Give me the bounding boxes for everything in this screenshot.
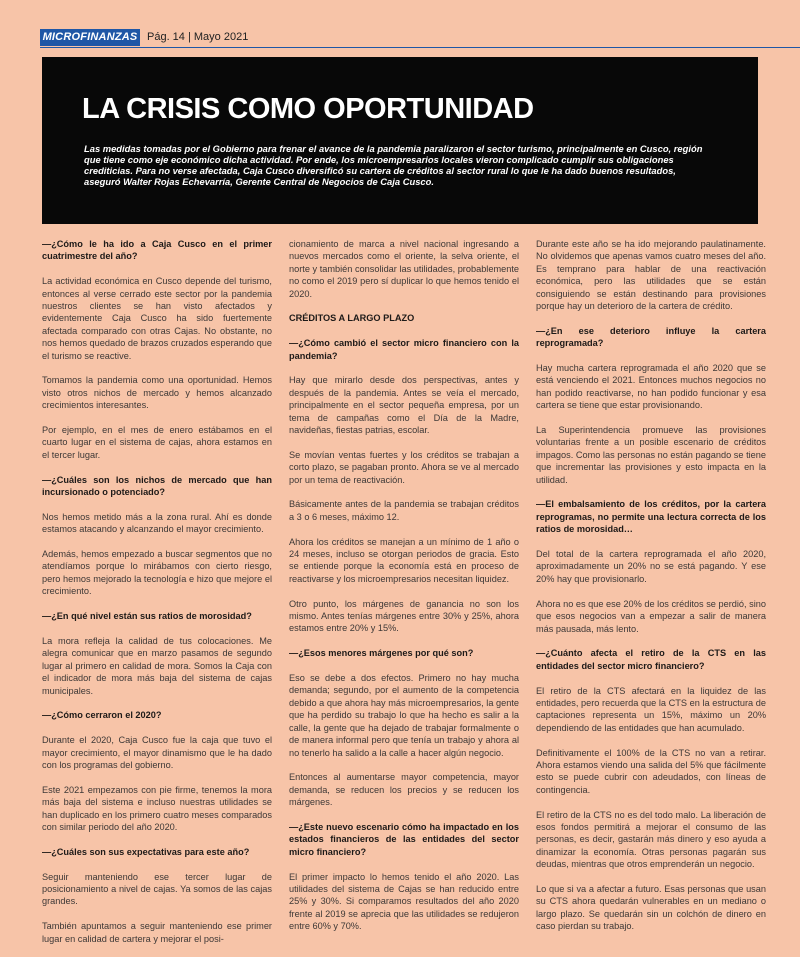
body-paragraph: Por ejemplo, en el mes de enero estábamos en el cuarto lugar en el sistema de cajas, ahora estamos en el tercer lugar. bbox=[42, 425, 272, 460]
body-paragraph: Lo que si va a afectar a futuro. Esas personas que usan su CTS ahora quedarán vulnerables en un mediano o largo plazo. Se quedarán sin un colchón de dinero en caso pierdan su trabajo. bbox=[536, 883, 766, 932]
body-paragraph: Se movían ventas fuertes y los créditos se trabajan a corto plazo, se pagaban pronto. Ahora se ve al mercado por un tema de reactivación. bbox=[289, 449, 519, 485]
body-paragraph: Seguir manteniendo ese tercer lugar de posicionamiento a nivel de cajas. Ya somos de las cajas grandes. bbox=[42, 871, 272, 907]
body-paragraph: La mora refleja la calidad de tus colocaciones. Me alegra comunicar que en marzo pasamos de segundo lugar al primero en calidad de mora. Somos la Caja con el indicador de mora más baja del sistema de cajas municipales. bbox=[42, 635, 272, 696]
body-paragraph: Definitivamente el 100% de la CTS no van a retirar. Ahora estamos viendo una salida del 5% que fácilmente esto se puede cubrir con adeudados, con líneas de contingencia. bbox=[536, 747, 766, 795]
hero-block bbox=[42, 57, 758, 224]
section-brand: MICROFINANZAS bbox=[40, 29, 140, 46]
page-info: Pág. 14 | Mayo 2021 bbox=[147, 31, 249, 43]
interview-question: —¿Esos menores márgenes por qué son? bbox=[289, 648, 474, 659]
body-paragraph: El retiro de la CTS no es del todo malo. La liberación de esos fondos permitirá a mejorar el consumo de las personas, es decir, gastarán más dinero y eso ayuda a dinamizar la economía. Otras personas pagarán sus deudas, mientras que otros emprenderán un negocio. bbox=[536, 809, 766, 870]
interview-question: —¿Cómo cerraron el 2020? bbox=[42, 710, 162, 721]
article-column-1 bbox=[42, 238, 272, 957]
interview-question: —¿Cómo le ha ido a Caja Cusco en el primer cuatrimestre del año? bbox=[42, 239, 272, 262]
body-paragraph: Además, hemos empezado a buscar segmentos que no atendíamos porque lo mirábamos con cierto riesgo, pero hemos mejorado la tecnología e hizo que mejore el crecimiento. bbox=[42, 549, 272, 597]
article-lead: Las medidas tomadas por el Gobierno para frenar el avance de la pandemia paralizaron el sector turismo, principalmente en Cusco, región que tiene como eje económico dicha actividad. Por ende, los microempresarios locales vieron complicado cumplir sus obligaciones crediticias. Para no verse afectada, Caja Cusco diversificó su cartera de créditos al sector rural lo que le ha dado buenos resultados, aseguró Walter Rojas Echevarría, Gerente Central de Negocios de Caja Cusco. bbox=[84, 143, 703, 187]
interview-question: —¿Cuánto afecta el retiro de la CTS en las entidades del sector micro financiero? bbox=[536, 648, 766, 671]
body-paragraph: Nos hemos metido más a la zona rural. Ahí es donde estamos atacando y alcanzando el mayor crecimiento. bbox=[42, 511, 272, 535]
interview-question: —¿En ese deterioro influye la cartera reprogramada? bbox=[536, 325, 766, 349]
interview-question: —¿Cómo cambió el sector micro financiero con la pandemia? bbox=[289, 338, 519, 361]
interview-question: —¿Este nuevo escenario cómo ha impactado en los estados financieros de las entidades del sector micro financiero? bbox=[289, 821, 519, 857]
body-paragraph: Básicamente antes de la pandemia se trabajan créditos a 3 o 6 meses, máximo 12. bbox=[289, 499, 519, 522]
body-paragraph: Ahora los créditos se manejan a un mínimo de 1 año o 24 meses, incluso se otorgan periodos de gracia. Esto se entiende porque la economía está en proceso de reactivarse y los microempresarios necesitan liquidez. bbox=[289, 536, 519, 584]
interview-question: —¿En qué nivel están sus ratios de morosidad? bbox=[42, 611, 252, 622]
body-paragraph: Otro punto, los márgenes de ganancia no son los mismo. Antes tenías márgenes entre 30% y 25%, ahora estamos entre 20% y 15%. bbox=[289, 598, 519, 634]
interview-question: —El embalsamiento de los créditos, por la cartera reprogramas, no permite una lectura correcta de los ratios de morosidad… bbox=[536, 499, 766, 535]
body-paragraph: El retiro de la CTS afectará en la liquidez de las entidades, pero recuerda que la CTS en la estructura de captaciones representa un 15%, máximo un 20% dependiendo de las entidades que han acumulado. bbox=[536, 685, 766, 733]
body-paragraph: La actividad económica en Cusco depende del turismo, entonces al verse cerrado este sector por la pandemia nuestros clientes se han visto afectados y evidentemente Caja Cusco ha sido fuertemente afectada comparado con otras Cajas. No obstante, no nos hemos quedado de brazos cruzados esperando que el turismo se reactive. bbox=[42, 276, 272, 361]
body-paragraph: Hay que mirarlo desde dos perspectivas, antes y después de la pandemia. Antes se veía el mercado, principalmente en el sector pequeña empresa, por un tema de campañas como el Día de la Madre, navideñas, fiestas patrias, escolar. bbox=[289, 375, 519, 436]
interview-question: —¿Cuáles son sus expectativas para este año? bbox=[42, 846, 250, 857]
body-paragraph: También apuntamos a seguir manteniendo ese primer lugar en calidad de cartera y mejorar el posi- bbox=[42, 921, 272, 944]
body-paragraph: Durante el 2020, Caja Cusco fue la caja que tuvo el mayor crecimiento, el mayor dinamismo que le ha dado con los programas del gobierno. bbox=[42, 735, 272, 770]
body-paragraph: Tomamos la pandemia como una oportunidad. Hemos visto otros nichos de mercado y hemos alcanzado crecimientos interesantes. bbox=[42, 375, 272, 411]
body-paragraph: cionamiento de marca a nivel nacional ingresando a nuevos mercados como el oriente, la selva oriente, el norte y también consolidar las utilidades, probablemente no como el 2019 pero sí duplicar lo que hemos tenido el 2020. bbox=[289, 239, 519, 299]
body-paragraph: Del total de la cartera reprogramada el año 2020, aproximadamente un 20% no se está pagando. Y ese 20% hay que provisionarlo. bbox=[536, 549, 766, 584]
body-paragraph: Durante este año se ha ido mejorando paulatinamente. No olvidemos que apenas vamos cuatro meses del año. Es temprano para hablar de una reactivación económica, pero las utilidades que se están consiguiendo se están destinando para provisiones porque hay un deterioro de la cartera de crédito. bbox=[536, 239, 766, 312]
section-heading: CRÉDITOS A LARGO PLAZO bbox=[289, 313, 415, 324]
body-paragraph: Entonces al aumentarse mayor competencia, mayor demanda, se reducen los precios y se reducen los márgenes. bbox=[289, 772, 519, 808]
body-paragraph: Este 2021 empezamos con pie firme, tenemos la mora más baja del sistema e incluso nuestras utilidades se han duplicado en los primero cuatro meses comparados con similar periodo del año 2020. bbox=[42, 784, 272, 832]
article-column-2 bbox=[289, 238, 519, 945]
body-paragraph: Ahora no es que ese 20% de los créditos se perdió, sino que esos negocios van a empezar a salir de manera más pausada, más lento. bbox=[536, 598, 766, 634]
body-paragraph: Eso se debe a dos efectos. Primero no hay mucha demanda; segundo, por el aumento de la competencia debido a que ahora hay más microempresarios, la gente que ha perdido su trabajo lo que ha hecho es salir a la calle, la gente que ha dejado de trabajar formalmente o de manera informal pero que tenía un trabajo y ahora al no tenerlo ha salido a la calle a hacer algún negocio. bbox=[289, 673, 519, 758]
page-header bbox=[0, 0, 800, 48]
article-column-3 bbox=[536, 238, 766, 945]
article-title: LA CRISIS COMO OPORTUNIDAD bbox=[82, 93, 534, 125]
header-rule bbox=[40, 47, 800, 48]
body-paragraph: Hay mucha cartera reprogramada el año 2020 que se está venciendo el 2021. Entonces muchos negocios no han podido reactivarse, no han podido funcionar y esa cartera se tiene que estar provisionando. bbox=[536, 363, 766, 411]
body-paragraph: El primer impacto lo hemos tenido el año 2020. Las utilidades del sistema de Cajas se han reducido entre 25% y 30%. Si comparamos resultados del año 2020 frente al 2019 se aprecia que las utilidades se redujeron entre 60% y 70%. bbox=[289, 871, 519, 932]
interview-question: —¿Cuáles son los nichos de mercado que han incursionado o potenciado? bbox=[42, 474, 272, 498]
body-paragraph: La Superintendencia promueve las provisiones voluntarias frente a un posible escenario de créditos impagos. Como las personas no están pagando se tiene que incrementar las provisiones y esto impacta en la utilidad. bbox=[536, 425, 766, 485]
